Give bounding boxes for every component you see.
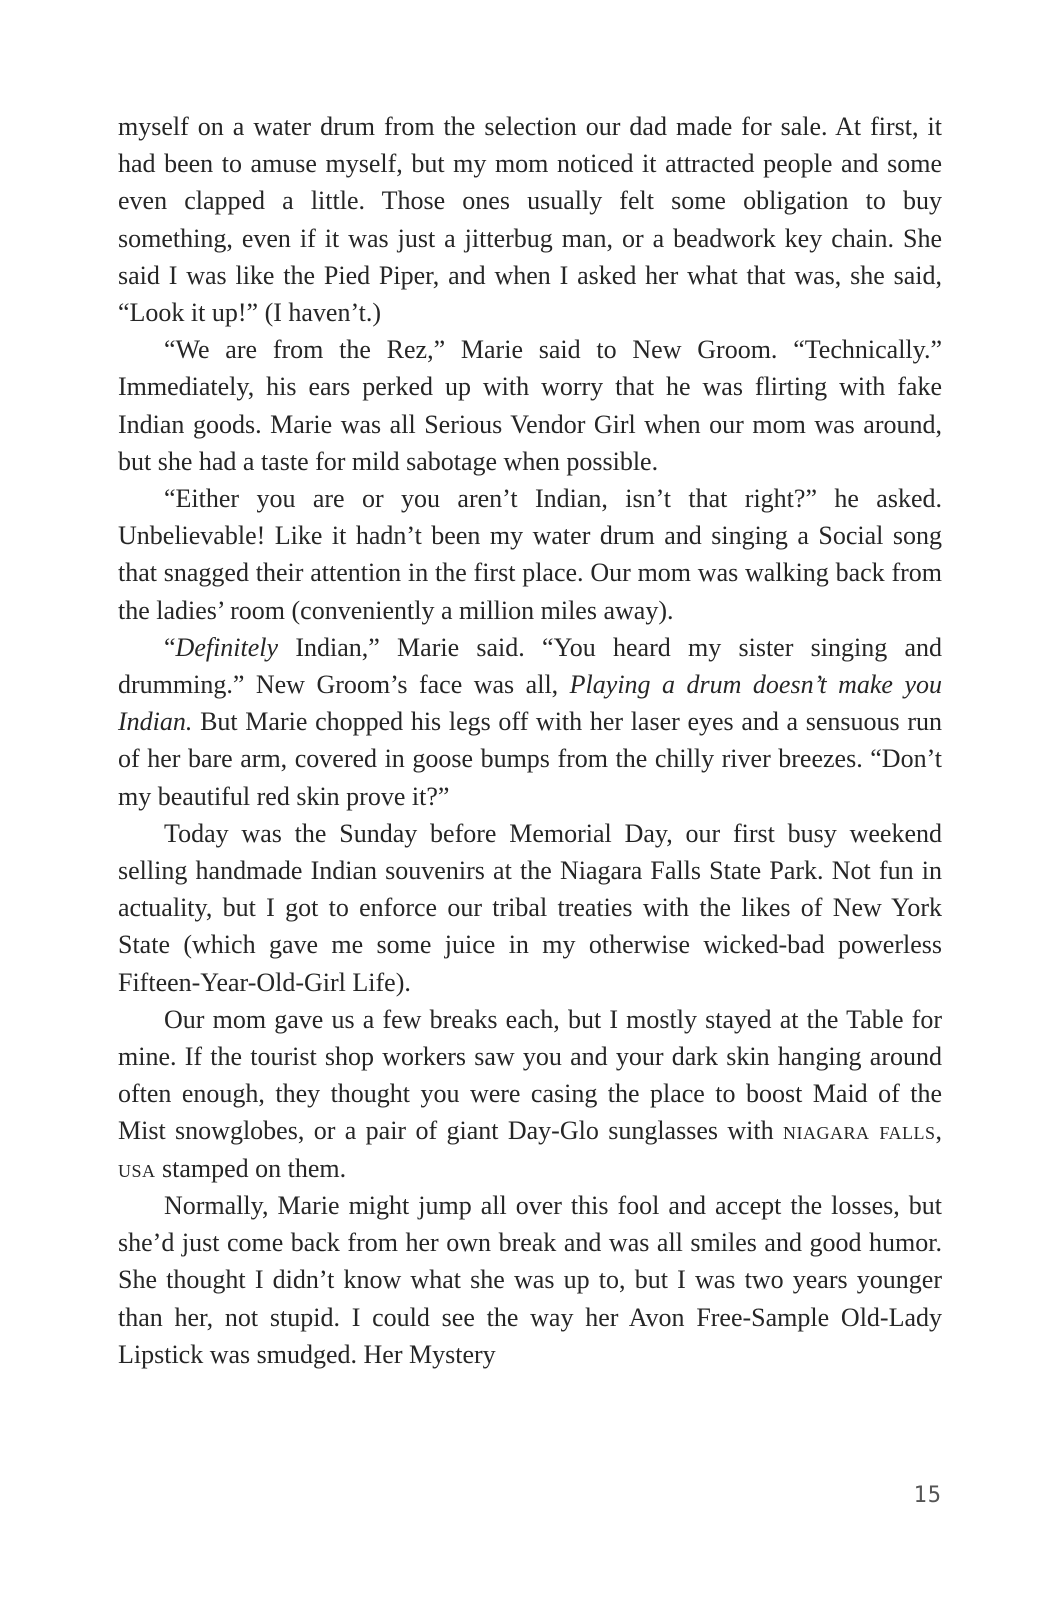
paragraph bbox=[118, 331, 942, 480]
text-run: , bbox=[935, 1116, 942, 1146]
paragraph bbox=[118, 108, 942, 331]
text-run: But Marie chopped his legs off with her laser eyes and a sensuous run of her bare arm, covered in goose bumps from the chilly river breezes. “Don’t my beautiful red skin prove it?” bbox=[118, 707, 942, 811]
italic-text: Playing a drum doesn’t make you Indian. bbox=[118, 670, 942, 737]
paragraph bbox=[118, 815, 942, 1001]
paragraph bbox=[118, 629, 942, 815]
text-run: stamped on them. bbox=[155, 1153, 347, 1183]
paragraph bbox=[118, 1001, 942, 1187]
text-run: myself on a water drum from the selection our dad made for sale. At first, it had been to amuse myself, but my mom noticed it attracted people and some even clapped a little. Those ones usually felt some obligation to buy something, even if it was just a jitterbug man, or a beadwork key chain. She said I was like the Pied Piper, and when I asked her what that was, she said, “Look it up!” (I haven’t.) bbox=[118, 112, 942, 328]
small-caps-text: niagara falls bbox=[782, 1116, 936, 1146]
text-run: Our mom gave us a few breaks each, but I mostly stayed at the Table for mine. If the tourist shop workers saw you and your dark skin hanging around often enough, they thought you were casing the place to boost Maid of the Mist snowglobes, or a pair of giant Day-Glo sunglasses with bbox=[118, 1004, 942, 1146]
page-number: 15 bbox=[913, 1483, 942, 1508]
paragraph bbox=[118, 480, 942, 629]
italic-text: Definitely bbox=[175, 632, 279, 662]
text-run: “Either you are or you aren’t Indian, isn’t that right?” he asked. Unbelievable! Like it hadn’t been my water drum and singing a Social song that snagged their attention in the first place. Our mom was walking back from the ladies’ room (conveniently a million miles away). bbox=[118, 484, 942, 625]
body-text bbox=[118, 108, 942, 1373]
small-caps-text: usa bbox=[118, 1153, 156, 1183]
text-run: “We are from the Rez,” Marie said to New Groom. “Technically.” Immediately, his ears perked up with worry that he was flirting with fake Indian goods. Marie was all Serious Vendor Girl when our mom was around, but she had a taste for mild sabotage when possible. bbox=[118, 335, 942, 476]
text-run: “ bbox=[164, 632, 176, 662]
text-run: Indian,” Marie said. “You heard my sister singing and drumming.” New Groom’s face was all, bbox=[118, 632, 942, 700]
text-run: Today was the Sunday before Memorial Day, our first busy weekend selling handmade Indian souvenirs at the Niagara Falls State Park. Not fun in actuality, but I got to enforce our tribal treaties with the likes of New York State (which gave me some juice in my otherwise wicked-bad powerless Fifteen-Year-Old-Girl Life). bbox=[118, 818, 942, 997]
text-run: Normally, Marie might jump all over this fool and accept the losses, but she’d just come back from her own break and was all smiles and good humor. She thought I didn’t know what she was up to, but I was two years younger than her, not stupid. I could see the way her Avon Free-Sample Old-Lady Lipstick was smudged. Her Mystery bbox=[118, 1190, 942, 1369]
paragraph bbox=[118, 1187, 942, 1373]
